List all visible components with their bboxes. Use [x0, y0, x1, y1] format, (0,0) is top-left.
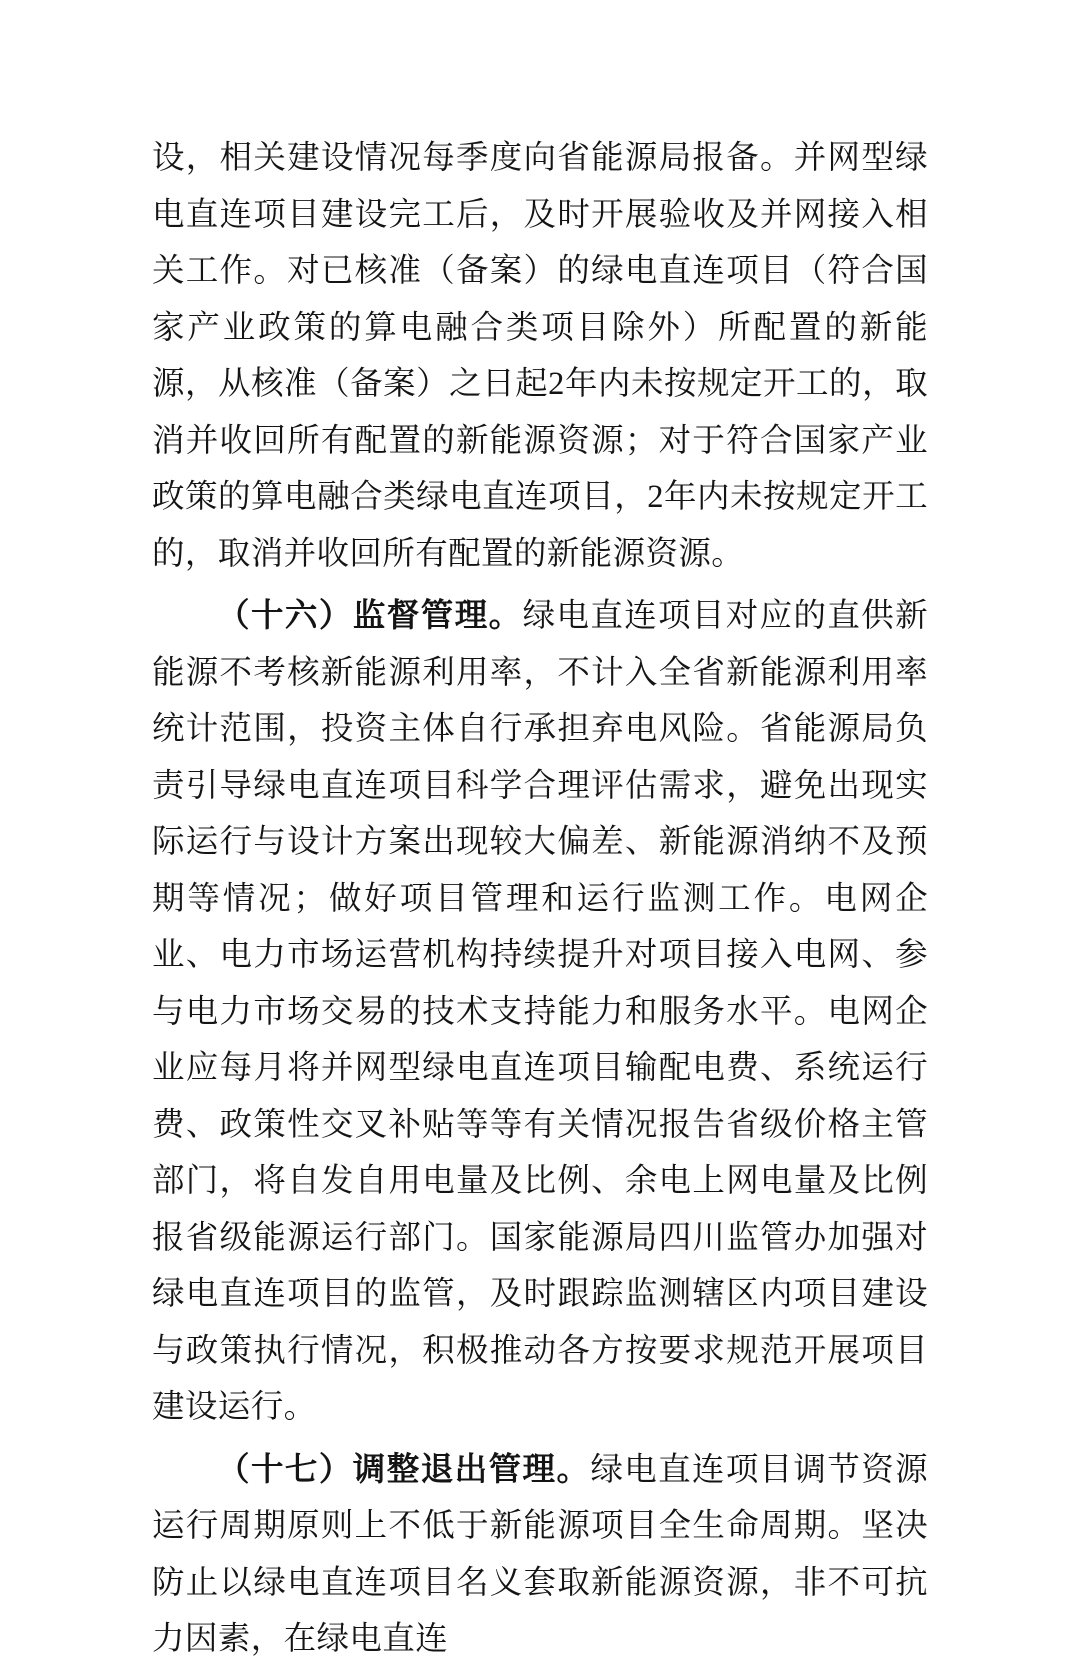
paragraph-section-16	[152, 588, 928, 1436]
section-heading-17: （十七）调整退出管理。	[217, 1451, 591, 1488]
paragraph-section-17	[152, 1442, 928, 1668]
paragraph-text: 绿电直连项目调节资源运行周期原则上不低于新能源项目全生命周期。坚决防止以绿电直连项目名义套取新能源资源，非不可抗力因素，在绿电直连	[152, 1451, 928, 1657]
paragraph-text: 绿电直连项目对应的直供新能源不考核新能源利用率，不计入全省新能源利用率统计范围，投资主体自行承担弃电风险。省能源局负责引导绿电直连项目科学合理评估需求，避免出现实际运行与设计方案出现较大偏差、新能源消纳不及预期等情况；做好项目管理和运行监测工作。电网企业、电力市场运营机构持续提升对项目接入电网、参与电力市场交易的技术支持能力和服务水平。电网企业应每月将并网型绿电直连项目输配电费、系统运行费、政策性交叉补贴等等有关情况报告省级价格主管部门，将自发自用电量及比例、余电上网电量及比例报省级能源运行部门。国家能源局四川监管办加强对绿电直连项目的监管，及时跟踪监测辖区内项目建设与政策执行情况，积极推动各方按要求规范开展项目建设运行。	[152, 598, 928, 1425]
paragraph-text: 设，相关建设情况每季度向省能源局报备。并网型绿电直连项目建设完工后，及时开展验收及并网接入相关工作。对已核准（备案）的绿电直连项目（符合国家产业政策的算电融合类项目除外）所配置的新能源，从核准（备案）之日起2年内未按规定开工的，取消并收回所有配置的新能源资源；对于符合国家产业政策的算电融合类绿电直连项目，2年内未按规定开工的，取消并收回所有配置的新能源资源。	[152, 140, 928, 572]
paragraph-continuation	[152, 130, 928, 582]
section-heading-16: （十六）监督管理。	[217, 598, 523, 634]
document-body	[152, 130, 928, 1668]
